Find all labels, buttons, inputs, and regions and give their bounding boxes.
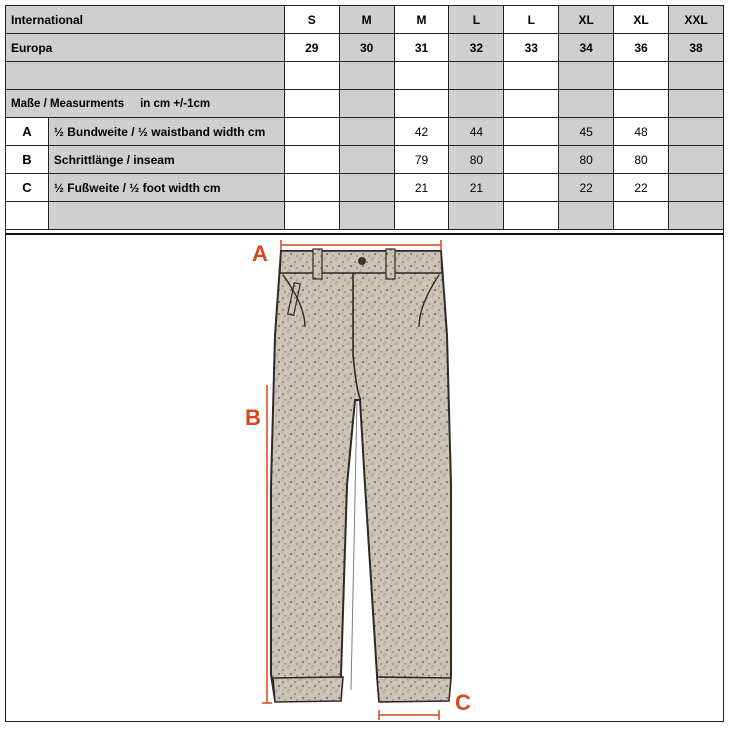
marker-c: C xyxy=(455,690,471,715)
value-cell: 79 xyxy=(394,146,449,174)
size-cell: 33 xyxy=(504,34,559,62)
empty-cell xyxy=(669,62,724,90)
value-cell xyxy=(669,174,724,202)
size-table xyxy=(5,5,724,230)
empty-cell xyxy=(284,62,339,90)
size-cell: 38 xyxy=(669,34,724,62)
empty-cell xyxy=(394,202,449,230)
value-cell: 21 xyxy=(449,174,504,202)
empty-cell xyxy=(339,90,394,118)
row-measurements-header xyxy=(6,90,724,118)
cuff-right xyxy=(377,677,451,702)
size-cell: 30 xyxy=(339,34,394,62)
empty-cell xyxy=(394,62,449,90)
empty-cell xyxy=(559,202,614,230)
value-cell xyxy=(504,146,559,174)
measure-label: ½ Fußweite / ½ foot width cm xyxy=(48,174,284,202)
value-cell: 44 xyxy=(449,118,504,146)
button xyxy=(358,257,366,265)
value-cell xyxy=(284,146,339,174)
pants-illustration-panel xyxy=(5,235,724,722)
empty-cell xyxy=(284,90,339,118)
pants-illustration xyxy=(5,235,724,722)
size-cell: 29 xyxy=(284,34,339,62)
europa-label: Europa xyxy=(6,34,285,62)
size-cell: 32 xyxy=(449,34,504,62)
empty-cell xyxy=(559,62,614,90)
value-cell: 80 xyxy=(449,146,504,174)
value-cell xyxy=(284,174,339,202)
value-cell: 80 xyxy=(614,146,669,174)
size-cell: XL xyxy=(559,6,614,34)
empty-cell xyxy=(449,202,504,230)
empty-cell xyxy=(48,202,284,230)
size-cell: M xyxy=(339,6,394,34)
empty-cell xyxy=(504,202,559,230)
row-international xyxy=(6,6,724,34)
value-cell: 45 xyxy=(559,118,614,146)
size-cell: 34 xyxy=(559,34,614,62)
value-cell xyxy=(284,118,339,146)
row-measure-a xyxy=(6,118,724,146)
measure-label: ½ Bundweite / ½ waistband width cm xyxy=(48,118,284,146)
measure-label: Schrittlänge / inseam xyxy=(48,146,284,174)
empty-cell xyxy=(504,62,559,90)
value-cell xyxy=(669,118,724,146)
empty-cell xyxy=(504,90,559,118)
empty-cell xyxy=(614,90,669,118)
value-cell xyxy=(339,174,394,202)
empty-cell xyxy=(614,202,669,230)
cuff-left xyxy=(273,677,343,702)
value-cell: 22 xyxy=(614,174,669,202)
empty-cell xyxy=(284,202,339,230)
value-cell xyxy=(504,118,559,146)
empty-cell xyxy=(614,62,669,90)
size-chart xyxy=(5,5,724,722)
empty-cell xyxy=(449,90,504,118)
size-cell: XXL xyxy=(669,6,724,34)
value-cell: 48 xyxy=(614,118,669,146)
value-cell xyxy=(669,146,724,174)
size-cell: L xyxy=(504,6,559,34)
value-cell: 21 xyxy=(394,174,449,202)
row-measure-b xyxy=(6,146,724,174)
measurements-header: Maße / Measurments in cm +/-1cm xyxy=(6,90,285,118)
row-spacer xyxy=(6,62,724,90)
row-measure-c xyxy=(6,174,724,202)
row-empty xyxy=(6,202,724,230)
marker-b: B xyxy=(245,405,261,430)
size-cell: L xyxy=(449,6,504,34)
empty-cell xyxy=(6,202,49,230)
empty-cell xyxy=(669,90,724,118)
size-cell: XL xyxy=(614,6,669,34)
belt-loop xyxy=(313,249,322,279)
empty-cell xyxy=(669,202,724,230)
size-cell: 36 xyxy=(614,34,669,62)
empty-cell xyxy=(449,62,504,90)
size-cell: M xyxy=(394,6,449,34)
value-cell xyxy=(339,118,394,146)
belt-loop xyxy=(386,249,395,279)
row-letter: B xyxy=(6,146,49,174)
size-cell: S xyxy=(284,6,339,34)
pants-body xyxy=(271,251,451,700)
empty-cell xyxy=(339,202,394,230)
size-cell: 31 xyxy=(394,34,449,62)
row-letter: A xyxy=(6,118,49,146)
value-cell xyxy=(504,174,559,202)
international-label: International xyxy=(6,6,285,34)
empty-cell xyxy=(559,90,614,118)
empty-cell xyxy=(6,62,285,90)
value-cell: 42 xyxy=(394,118,449,146)
empty-cell xyxy=(394,90,449,118)
row-letter: C xyxy=(6,174,49,202)
value-cell: 22 xyxy=(559,174,614,202)
row-europa xyxy=(6,34,724,62)
value-cell: 80 xyxy=(559,146,614,174)
empty-cell xyxy=(339,62,394,90)
marker-a: A xyxy=(252,241,268,266)
value-cell xyxy=(339,146,394,174)
